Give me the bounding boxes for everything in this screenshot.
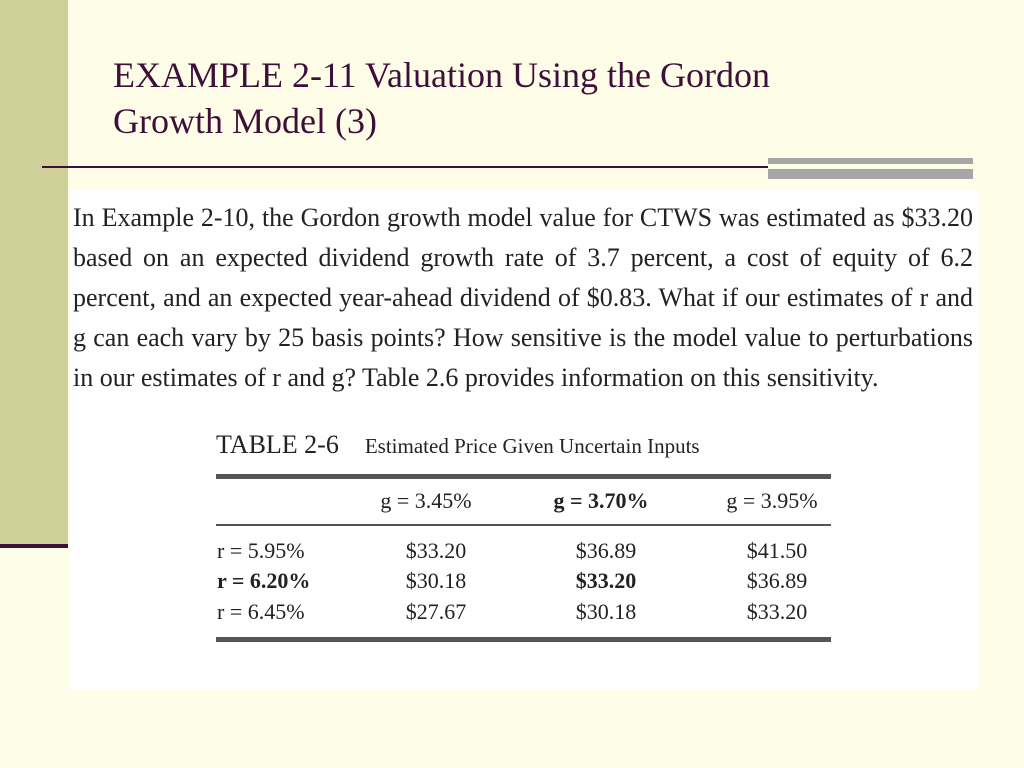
table-cell: $30.18	[405, 568, 467, 593]
table-cell: $27.67	[405, 599, 467, 624]
table-cell: $30.18	[575, 599, 637, 624]
table-header-rule	[216, 524, 831, 526]
table-cell: $36.89	[575, 538, 637, 563]
table-cell: $33.20	[746, 599, 808, 624]
table-top-rule	[216, 474, 831, 479]
table-bottom-rule	[216, 637, 831, 642]
accent-bar-top	[768, 158, 973, 164]
slide-title-line-1: EXAMPLE 2-11 Valuation Using the Gordon	[113, 55, 770, 95]
row-label: r = 6.45%	[217, 599, 305, 624]
left-decorative-rule	[0, 544, 68, 548]
table-number: TABLE 2-6	[216, 430, 339, 459]
table-cell: $33.20	[405, 538, 467, 563]
column-header-2: g = 3.70%	[553, 488, 649, 513]
slide-title-line-2: Growth Model (3)	[113, 101, 377, 141]
content-panel	[70, 190, 979, 690]
column-header-3: g = 3.95%	[726, 488, 818, 513]
title-divider	[42, 166, 768, 168]
table-cell: $41.50	[746, 538, 808, 563]
left-decorative-band	[0, 0, 68, 545]
column-header-1: g = 3.45%	[380, 488, 472, 513]
body-paragraph: In Example 2-10, the Gordon growth model value for CTWS was estimated as $33.20 based on an expected dividend growth rate of 3.7 percent, a cost of equity of 6.2 percent, and an expected year-ahead dividend of $0.83. What if our estimates of r and g can each vary by 25 basis points? How sensitive is the model value to perturbations in our estimates of r and g? Table 2.6 provides information on this sensitivity.	[73, 203, 973, 392]
table-caption	[216, 430, 700, 460]
row-label: r = 6.20%	[217, 568, 311, 593]
table-cell: $33.20	[575, 568, 637, 593]
table-caption-text: Estimated Price Given Uncertain Inputs	[364, 434, 700, 458]
row-label: r = 5.95%	[217, 538, 305, 563]
accent-bar-bottom	[768, 169, 973, 179]
slide-title	[113, 52, 873, 144]
table-cell: $36.89	[746, 568, 808, 593]
